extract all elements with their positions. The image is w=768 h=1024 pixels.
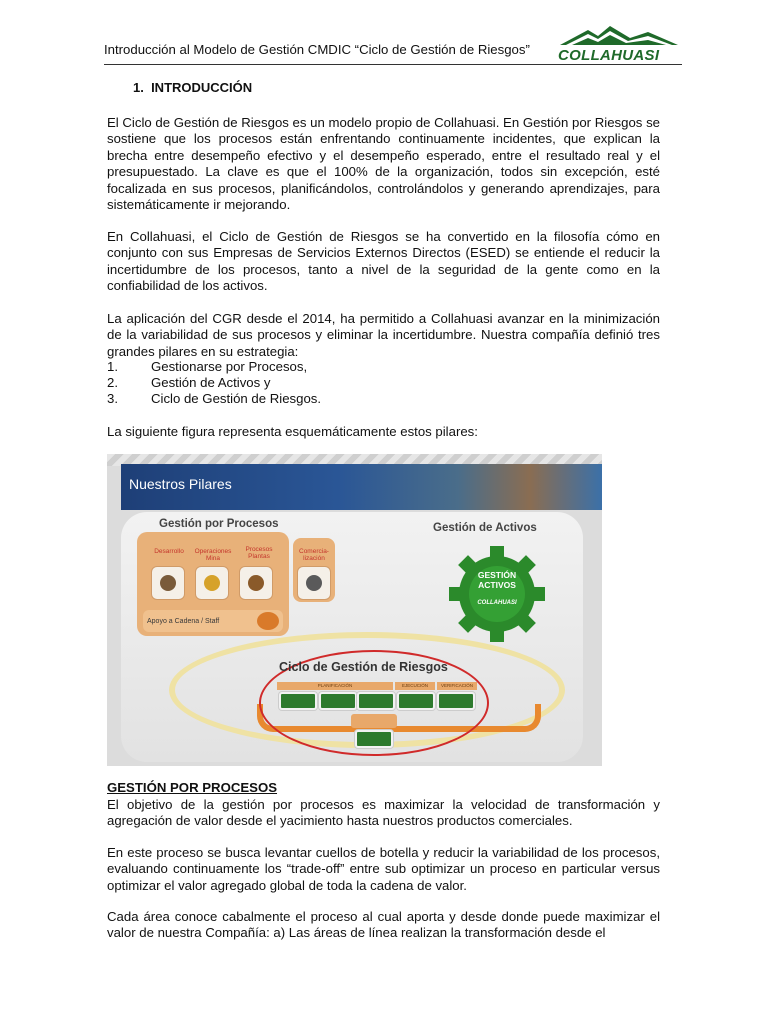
gear-brand: COLLAHUASI xyxy=(477,600,517,606)
section-heading: 1. INTRODUCCIÓN xyxy=(133,80,253,95)
list-number: 1. xyxy=(107,359,118,374)
process-tile xyxy=(151,566,185,600)
loader-icon xyxy=(204,575,220,591)
list-item xyxy=(107,375,270,391)
truck-icon xyxy=(160,575,176,591)
gestion-procesos-label: Gestión por Procesos xyxy=(159,518,279,530)
procesos-paragraph-1: El objetivo de la gestión por procesos es maximizar la velocidad de transformación y agregación de valor desde el yacimiento hasta nuestros productos comerciales. xyxy=(107,797,660,829)
list-number: 3. xyxy=(107,391,118,406)
figure-banner xyxy=(121,464,602,510)
people-icon xyxy=(257,612,279,630)
cable-icon xyxy=(306,575,322,591)
stage-bar: VERIFICACIÓN xyxy=(437,682,477,690)
intro-paragraph-1: El Ciclo de Gestión de Riesgos es un modelo propio de Collahuasi. En Gestión por Riesgos se sostiene que los procesos están enfrentando continuamente incidentes, que explican la brecha entre desempeño efectivo y el desempeño esperado, entre el resultado real y el presupuestado. La clave es que el 100% de la organización, todos sin excepción, esté focalizada en sus procesos, planificándolos, controlándolos y generando aprendizajes, para sistemáticamente ir mejorando. xyxy=(107,115,660,213)
pillars-figure xyxy=(107,454,602,766)
mill-icon xyxy=(248,575,264,591)
process-tile xyxy=(297,566,331,600)
cgr-step xyxy=(319,692,357,710)
header-title: Introducción al Modelo de Gestión CMDIC “Ciclo de Gestión de Riesgos” xyxy=(104,42,530,57)
gear-icon xyxy=(443,546,551,642)
logo-text: COLLAHUASI xyxy=(558,47,660,64)
stage-bar: PLANIFICACIÓN xyxy=(277,682,393,690)
list-number: 2. xyxy=(107,375,118,390)
list-text: Ciclo de Gestión de Riesgos. xyxy=(151,391,322,406)
process-tile xyxy=(195,566,229,600)
cgr-title: Ciclo de Gestión de Riesgos xyxy=(279,660,448,674)
cgr-step xyxy=(437,692,475,710)
collahuasi-logo xyxy=(558,24,680,64)
procesos-paragraph-2: En este proceso se busca levantar cuellos de botella y reducir la variabilidad de los procesos, evaluando continuamente los “trade-off” entre sub optimizar un proceso en particular versus optimizar el valor agregado global de toda la cadena de valor. xyxy=(107,845,660,893)
process-tile xyxy=(239,566,273,600)
intro-paragraph-2: En Collahuasi, el Ciclo de Gestión de Riesgos se ha convertido en la filosofía cómo en conjunto con sus Empresas de Servicios Externos Directos (ESED) se entiende el reducir la incertidumbre de los procesos, tanto a nivel de la seguridad de la gente como en la confiabilidad de los activos. xyxy=(107,229,660,294)
gestion-activos-label: Gestión de Activos xyxy=(433,522,537,534)
intro-paragraph-3: La aplicación del CGR desde el 2014, ha permitido a Collahuasi avanzar en la minimización de la variabilidad de sus procesos y eliminar la incertidumbre. Nuestra compañía definió tres grandes pilares en su estrategia: xyxy=(107,311,660,359)
cgr-step xyxy=(357,692,395,710)
cgr-step xyxy=(397,692,435,710)
list-text: Gestionarse por Procesos, xyxy=(151,359,308,374)
cgr-step xyxy=(279,692,317,710)
figure-intro-paragraph: La siguiente figura representa esquemáticamente estos pilares: xyxy=(107,424,478,439)
stage-bar: EJECUCIÓN xyxy=(395,682,435,690)
list-item xyxy=(107,359,307,375)
section-heading-procesos: GESTIÓN POR PROCESOS xyxy=(107,780,278,795)
process-label: Procesos Plantas xyxy=(245,546,273,560)
procesos-paragraph-3: Cada área conoce cabalmente el proceso al cual aporta y desde donde puede maximizar el valor de nuestra Compañía: a) Las áreas de línea realizan la transformación desde el xyxy=(107,909,660,941)
apoyo-label: Apoyo a Cadena / Staff xyxy=(147,618,220,625)
process-label: Desarrollo xyxy=(154,548,184,555)
mountain-icon xyxy=(558,24,680,46)
list-text: Gestión de Activos y xyxy=(151,375,271,390)
cgr-step xyxy=(355,730,393,748)
process-label: Operaciones Mina xyxy=(194,548,232,562)
gear-text: GESTIÓN ACTIVOS xyxy=(477,570,517,590)
figure-title: Nuestros Pilares xyxy=(129,476,232,492)
page-header xyxy=(104,38,682,65)
cgr-feedback-box xyxy=(351,714,397,728)
list-item xyxy=(107,391,321,407)
process-label: Comercia-lización xyxy=(299,548,329,562)
